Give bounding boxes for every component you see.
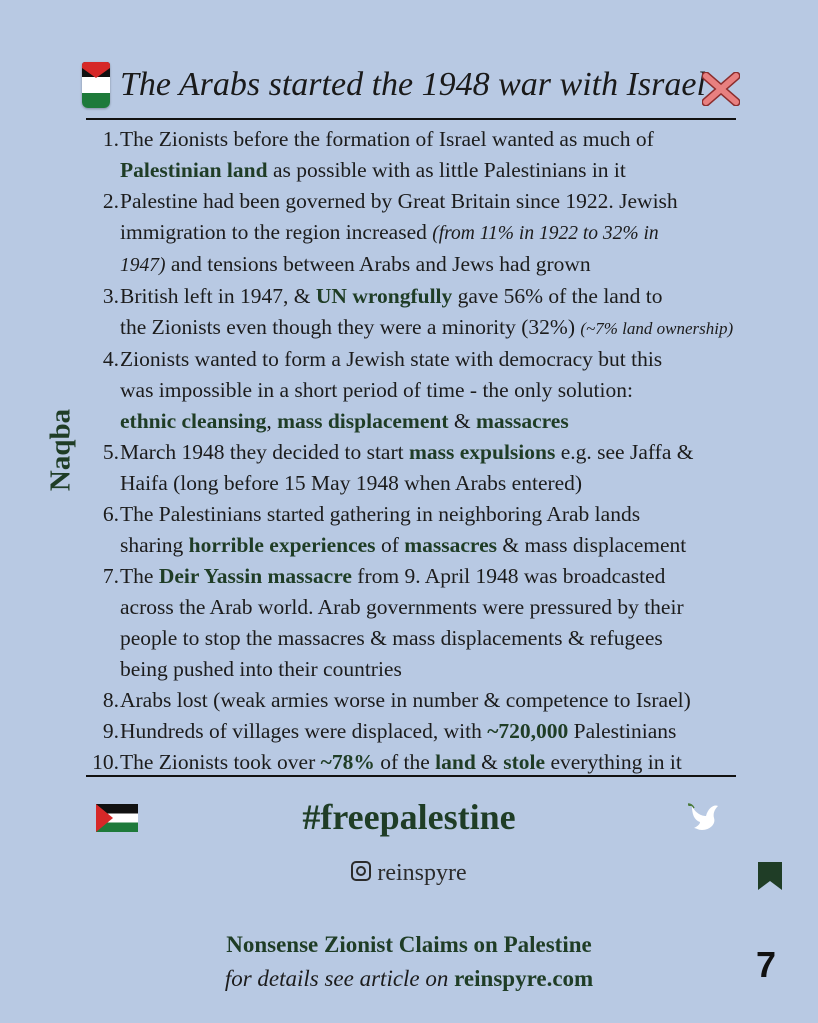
list-item-number: 1.: [102, 127, 119, 151]
list-item: [86, 124, 806, 186]
text-segment: UN wrongfully: [315, 284, 453, 308]
text-segment: The Palestinians started gathering in neighboring Arab lands: [120, 502, 641, 526]
handle-text: reinspyre: [377, 860, 467, 886]
list-item-line: [120, 406, 806, 437]
list-item-number: 8.: [102, 688, 119, 712]
list-item-number: 10.: [92, 750, 119, 774]
text-segment: ~720,000: [487, 719, 569, 743]
text-segment: land: [435, 750, 476, 774]
text-segment: everything in it: [545, 750, 682, 774]
divider-bottom: [86, 775, 736, 777]
list-item-line: [120, 623, 806, 654]
footer-subtitle: [0, 966, 818, 992]
list-item-line: [120, 124, 806, 155]
text-segment: immigration to the region increased: [120, 220, 433, 244]
text-segment: across the Arab world. Arab governments were pressured by their: [120, 595, 684, 619]
text-segment: e.g. see Jaffa &: [555, 440, 694, 464]
text-segment: Arabs lost (weak armies worse in number & competence to Israel): [120, 688, 691, 712]
list-item-number: 4.: [102, 347, 119, 371]
list-item-line: [120, 186, 806, 217]
list-item-line: [120, 155, 806, 186]
text-segment: Palestine had been governed by Great Britain since 1922. Jewish: [120, 189, 678, 213]
list-item-line: [120, 249, 806, 281]
list-item: [86, 186, 806, 281]
text-segment: (from 11% in 1922 to 32% in: [432, 223, 659, 244]
page-number: 7: [756, 944, 777, 985]
page-title: The Arabs started the 1948 war with Israel: [120, 66, 706, 103]
text-segment: Deir Yassin massacre: [158, 564, 352, 588]
divider-top: [86, 118, 736, 120]
text-segment: ~78%: [320, 750, 375, 774]
text-segment: sharing: [120, 533, 189, 557]
dove-icon: [686, 800, 724, 834]
list-item-line: [120, 561, 806, 592]
list-item-line: [120, 654, 806, 685]
list-item: [86, 561, 806, 685]
website-link[interactable]: reinspyre.com: [454, 966, 594, 991]
list-item: [86, 281, 806, 344]
list-item-line: [120, 217, 806, 249]
text-segment: was impossible in a short period of time - the only solution:: [120, 378, 633, 402]
text-segment: and tensions between Arabs and Jews had grown: [165, 252, 591, 276]
list-item-number: 9.: [102, 719, 119, 743]
text-segment: ethnic cleansing: [120, 409, 267, 433]
text-segment: mass displacement: [277, 409, 449, 433]
text-segment: stole: [503, 750, 546, 774]
list-item-number: 3.: [102, 284, 119, 308]
text-segment: The: [120, 564, 159, 588]
text-segment: &: [448, 409, 476, 433]
list-item-line: [120, 747, 806, 778]
list-item-line: [120, 716, 806, 747]
text-segment: The Zionists took over: [120, 750, 321, 774]
text-segment: Hundreds of villages were displaced, with: [120, 719, 488, 743]
text-segment: gave 56% of the land to: [452, 284, 663, 308]
palestine-flag-badge-icon: [82, 62, 110, 108]
list-item-line: [120, 468, 806, 499]
text-segment: British left in 1947, &: [120, 284, 316, 308]
list-item-line: [120, 437, 806, 468]
text-segment: of: [375, 533, 405, 557]
cross-mark-icon: [702, 72, 740, 106]
text-segment: & mass displacement: [497, 533, 687, 557]
text-segment: 1947): [120, 255, 166, 276]
list-item-line: [120, 592, 806, 623]
hashtag: #freepalestine: [302, 797, 516, 837]
list-item-line: [120, 499, 806, 530]
list-item-number: 7.: [102, 564, 119, 588]
text-segment: of the: [374, 750, 436, 774]
side-label-text: Naqba: [44, 408, 77, 492]
title-row: [82, 58, 742, 116]
list-item-line: [120, 344, 806, 375]
text-segment: people to stop the massacres & mass displacements & refugees: [120, 626, 663, 650]
text-segment: massacres: [404, 533, 497, 557]
list-item: [86, 499, 806, 561]
text-segment: The Zionists before the formation of Israel wanted as much of: [120, 127, 654, 151]
text-segment: being pushed into their countries: [120, 657, 402, 681]
list-item-line: [120, 281, 806, 312]
list-item: [86, 747, 806, 778]
social-handle[interactable]: [0, 860, 818, 887]
text-segment: Palestinian land: [120, 158, 268, 182]
bookmark-icon[interactable]: [758, 862, 782, 890]
text-segment: Palestinians: [568, 719, 677, 743]
list-item-line: [120, 685, 806, 716]
list-item-number: 5.: [102, 440, 119, 464]
text-segment: &: [475, 750, 504, 774]
list-item-number: 6.: [102, 502, 119, 526]
list-item-line: [120, 375, 806, 406]
text-segment: (~7% land ownership): [580, 319, 734, 338]
footer-sub-text: for details see article on: [224, 966, 455, 991]
text-segment: massacres: [475, 409, 569, 433]
text-segment: Haifa (long before 15 May 1948 when Arabs entered): [120, 471, 583, 495]
text-segment: as possible with as little Palestinians in it: [267, 158, 626, 182]
list-item: [86, 685, 806, 716]
list-item-line: [120, 530, 806, 561]
list-item: [86, 344, 806, 437]
list-item-number: 2.: [102, 189, 119, 213]
text-segment: mass expulsions: [408, 440, 556, 464]
text-segment: horrible experiences: [188, 533, 376, 557]
list-item: [86, 716, 806, 747]
text-segment: March 1948 they decided to start: [120, 440, 409, 464]
text-segment: from 9. April 1948 was broadcasted: [351, 564, 666, 588]
list-item-line: [120, 312, 806, 344]
instagram-icon: [351, 861, 371, 881]
text-segment: ,: [266, 409, 278, 433]
footer-title: Nonsense Zionist Claims on Palestine: [226, 932, 592, 957]
claims-list: [86, 124, 806, 778]
text-segment: the Zionists even though they were a minority (32%): [120, 315, 581, 339]
text-segment: Zionists wanted to form a Jewish state with democracy but this: [120, 347, 663, 371]
list-item: [86, 437, 806, 499]
